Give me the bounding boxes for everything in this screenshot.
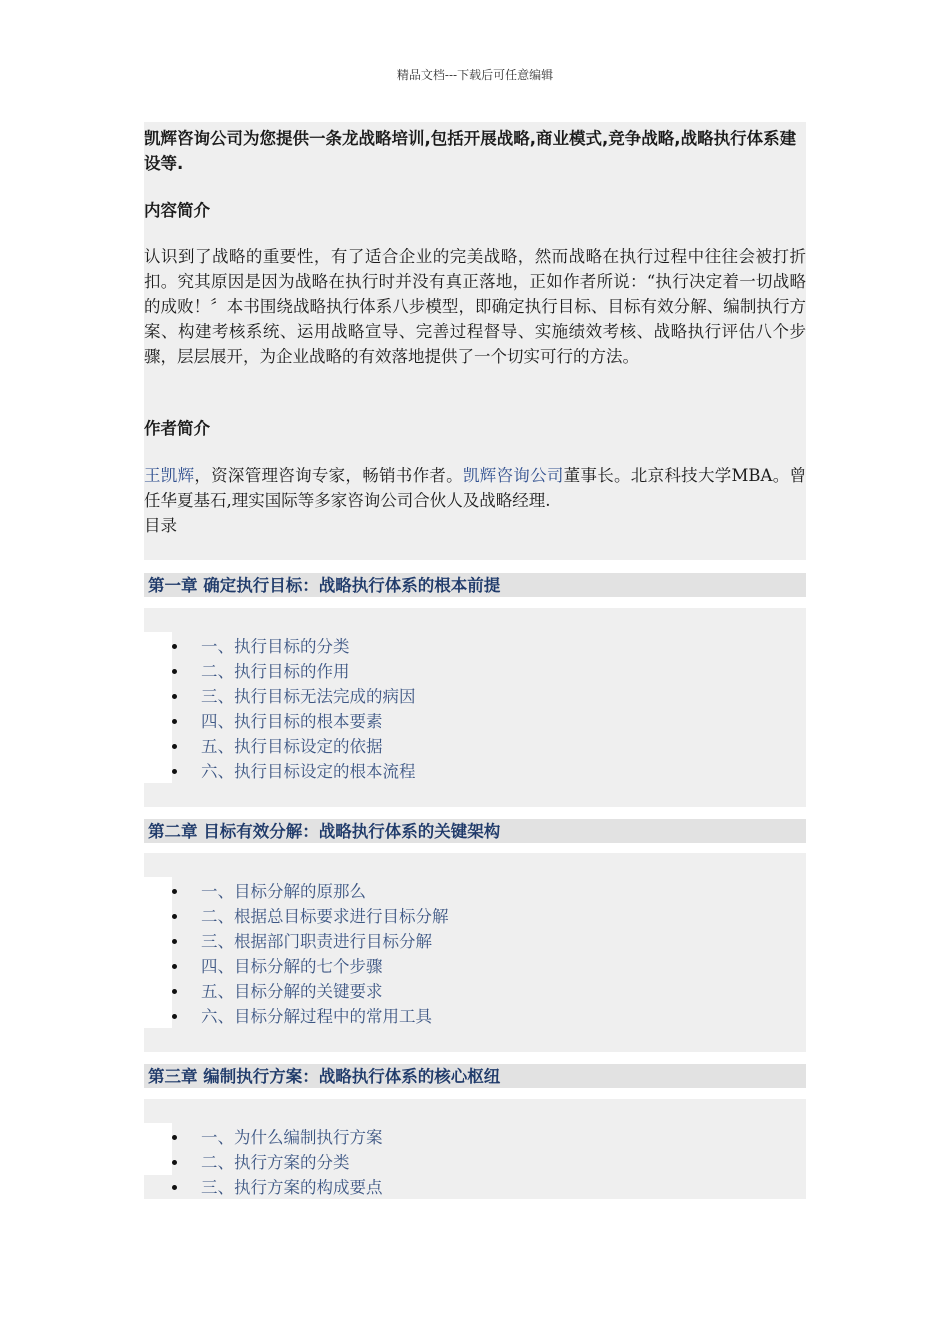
intro-block [144,122,806,560]
author-desc-2: 董事长。北京科技大学MBA。曾任华夏基石,理实国际等多家咨询公司合伙人及战略经理. [144,466,807,510]
bullet-icon [172,1135,177,1140]
chapter-1-list [144,608,806,807]
author-intro-text [144,463,806,513]
bullet-icon [172,1014,177,1019]
chapter-3-title[interactable]: 第三章 编制执行方案：战略执行体系的核心枢纽 [144,1064,806,1088]
author-name-link[interactable]: 王凯辉 [144,466,195,485]
bullet-icon [172,644,177,649]
bullet-icon [172,669,177,674]
list-item[interactable]: 六、执行目标设定的根本流程 [144,759,416,784]
chapter-2-list [144,853,806,1052]
list-item[interactable]: 一、执行目标的分类 [144,634,416,659]
bullet-icon [172,1185,177,1190]
list-item[interactable]: 四、执行目标的根本要素 [144,709,416,734]
author-desc-1: ，资深管理咨询专家，畅销书作者。 [194,466,463,485]
author-intro-title: 作者简介 [144,419,210,438]
company-name-link[interactable]: 凯辉咨询公司 [462,466,564,485]
list-item[interactable]: 三、执行方案的构成要点 [144,1175,383,1200]
bullet-icon [172,719,177,724]
list-item[interactable]: 六、目标分解过程中的常用工具 [144,1004,449,1029]
list-item[interactable]: 五、执行目标设定的依据 [144,734,416,759]
bullet-icon [172,889,177,894]
content-intro-text: 认识到了战略的重要性，有了适合企业的完美战略，然而战略在执行过程中往往会被打折扣。究其原因是因为战略在执行时并没有真正落地，正如作者所说：“执行决定着一切战略的成败！〞本书围绕战略执行体系八步模型，即确定执行目标、目标有效分解、编制执行方案、构建考核系统、运用战略宣导、完善过程督导、实施绩效考核、战略执行评估八个步骤，层层展开，为企业战略的有效落地提供了一个切实可行的方法。 [144,247,806,366]
list-item[interactable]: 二、执行方案的分类 [144,1150,383,1175]
bullet-icon [172,694,177,699]
list-item[interactable]: 二、根据总目标要求进行目标分解 [144,904,449,929]
chapter-2-title[interactable]: 第二章 目标有效分解：战略执行体系的关键架构 [144,819,806,843]
list-item[interactable]: 五、目标分解的关键要求 [144,979,449,1004]
chapter-1-title[interactable]: 第一章 确定执行目标：战略执行体系的根本前提 [144,573,806,597]
chapter-3-list [144,1099,806,1199]
page-header: 精品文档---下载后可任意编辑 [396,68,554,82]
toc-label: 目录 [144,516,177,535]
list-item[interactable]: 二、执行目标的作用 [144,659,416,684]
lead-paragraph: 凯辉咨询公司为您提供一条龙战略培训,包括开展战略,商业模式,竞争战略,战略执行体系建设等. [144,129,797,173]
bullet-icon [172,1160,177,1165]
list-item[interactable]: 一、为什么编制执行方案 [144,1125,383,1150]
bullet-icon [172,939,177,944]
list-item[interactable]: 一、目标分解的原那么 [144,879,449,904]
list-item[interactable]: 四、目标分解的七个步骤 [144,954,449,979]
bullet-icon [172,744,177,749]
bullet-icon [172,989,177,994]
bullet-icon [172,769,177,774]
bullet-icon [172,964,177,969]
bullet-icon [172,914,177,919]
list-item[interactable]: 三、执行目标无法完成的病因 [144,684,416,709]
list-item[interactable]: 三、根据部门职责进行目标分解 [144,929,449,954]
content-intro-title: 内容简介 [144,201,210,220]
